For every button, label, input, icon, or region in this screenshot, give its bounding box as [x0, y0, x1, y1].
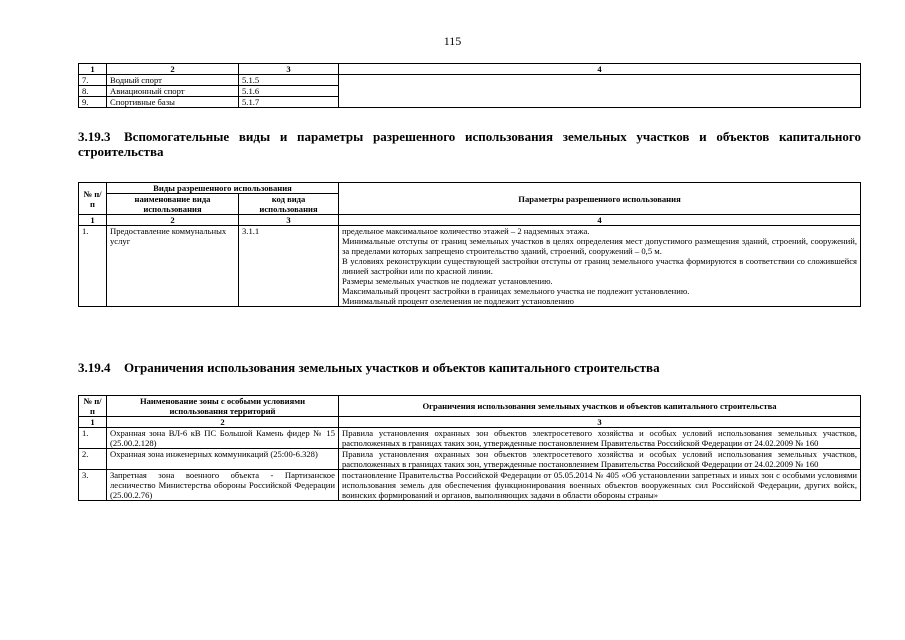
- header-number: № п/п: [79, 396, 107, 417]
- param-line: Размеры земельных участков не подлежат установлению.: [342, 276, 553, 286]
- row-number: 7.: [79, 75, 107, 86]
- row-name: Предоставление коммунальных услуг: [107, 226, 239, 307]
- table-row: [79, 428, 861, 449]
- row-name: Водный спорт: [107, 75, 239, 86]
- table-row: [79, 449, 861, 470]
- section-title: Ограничения использования земельных участков и объектов капитального строительства: [124, 360, 660, 375]
- header-use-name: наименование вида использования: [107, 194, 239, 215]
- header-zone: Наименование зоны с особыми условиями использования территорий: [107, 396, 339, 417]
- table-header-row: [79, 64, 861, 75]
- row-code: 5.1.7: [239, 97, 339, 108]
- header-use-code: код вида использования: [239, 194, 339, 215]
- page-number: 115: [443, 34, 462, 48]
- row-code: 5.1.6: [239, 86, 339, 97]
- row-zone: Запретная зона военного объекта - Партизанское лесничество Министерства обороны Российской Федерации (25.00.2.76): [107, 470, 339, 501]
- row-params: [339, 75, 861, 108]
- param-line: Минимальные отступы от границ земельных участков в целях определения мест допустимого размещения зданий, строений, сооружений, за пределами которых запрещено строительство зданий, строений, сооружений – 0,5 м.: [342, 236, 857, 256]
- table-row: [79, 75, 861, 86]
- row-name: Авиационный спорт: [107, 86, 239, 97]
- col-num: 1: [79, 417, 107, 428]
- col-num: 3: [239, 215, 339, 226]
- col-num: 3: [239, 64, 339, 75]
- sports-table: [78, 63, 861, 108]
- row-limits: постановление Правительства Российской Федерации от 05.05.2014 № 405 «Об установлении запретных и иных зон с особыми условиями использования земель для обеспечения функционирования военных объектов вооруженных сил Российской Федерации, других войск, воинских формирований и органов, выполняющих задачи в области обороны страны»: [339, 470, 861, 501]
- param-line: В условиях реконструкции существующей застройки отступы от границ земельного участка формируются в соответствии со сложившейся линией застройки или по красной линии.: [342, 256, 857, 276]
- row-code: 5.1.5: [239, 75, 339, 86]
- param-line: Минимальный процент озеленения не подлежит установлению: [342, 296, 574, 306]
- table-colnum-row: [79, 417, 861, 428]
- section-number: 3.19.4: [78, 360, 111, 375]
- col-num: 2: [107, 64, 239, 75]
- col-num: 1: [79, 64, 107, 75]
- row-params: [339, 226, 861, 307]
- col-num: 4: [339, 64, 861, 75]
- col-num: 3: [339, 417, 861, 428]
- auxiliary-uses-table: [78, 182, 861, 307]
- table-header-row: [79, 396, 861, 417]
- col-num: 4: [339, 215, 861, 226]
- row-limits: Правила установления охранных зон объектов электросетевого хозяйства и особых условий использования земельных участков, расположенных в границах таких зон, утвержденные постановлением Правительства Российской Федерации от 24.02.2009 № 160: [339, 428, 861, 449]
- col-num: 2: [107, 417, 339, 428]
- table-header-row: [79, 183, 861, 194]
- row-code: 3.1.1: [239, 226, 339, 307]
- row-number: 3.: [79, 470, 107, 501]
- row-number: 1.: [79, 226, 107, 307]
- header-params: Параметры разрешенного использования: [339, 183, 861, 215]
- header-use-types: Виды разрешенного использования: [107, 183, 339, 194]
- col-num: 1: [79, 215, 107, 226]
- row-limits: Правила установления охранных зон объектов электросетевого хозяйства и особых условий использования земельных участков, расположенных в границах таких зон, утвержденные постановлением Правительства Российской Федерации от 24.02.2009 № 160: [339, 449, 861, 470]
- row-name: Спортивные базы: [107, 97, 239, 108]
- restrictions-table: [78, 395, 861, 501]
- row-zone: Охранная зона инженерных коммуникаций (25:00-6.328): [107, 449, 339, 470]
- table-row: [79, 470, 861, 501]
- section-heading: [78, 360, 861, 375]
- header-limits: Ограничения использования земельных участков и объектов капитального строительства: [339, 396, 861, 417]
- row-number: 1.: [79, 428, 107, 449]
- table-colnum-row: [79, 215, 861, 226]
- header-number: № п/п: [79, 183, 107, 215]
- section-number: 3.19.3: [78, 129, 111, 144]
- section-title: Вспомогательные виды и параметры разрешенного использования земельных участков и объектов капитального строительства: [78, 129, 861, 159]
- row-zone: Охранная зона ВЛ-6 кВ ПС Большой Камень фидер № 15 (25.00.2.128): [107, 428, 339, 449]
- table-row: [79, 226, 861, 307]
- row-number: 8.: [79, 86, 107, 97]
- param-line: Максимальный процент застройки в границах земельного участка не подлежит установлению.: [342, 286, 690, 296]
- param-line: предельное максимальное количество этажей – 2 надземных этажа.: [342, 226, 590, 236]
- section-heading: [78, 129, 861, 159]
- col-num: 2: [107, 215, 239, 226]
- row-number: 9.: [79, 97, 107, 108]
- row-number: 2.: [79, 449, 107, 470]
